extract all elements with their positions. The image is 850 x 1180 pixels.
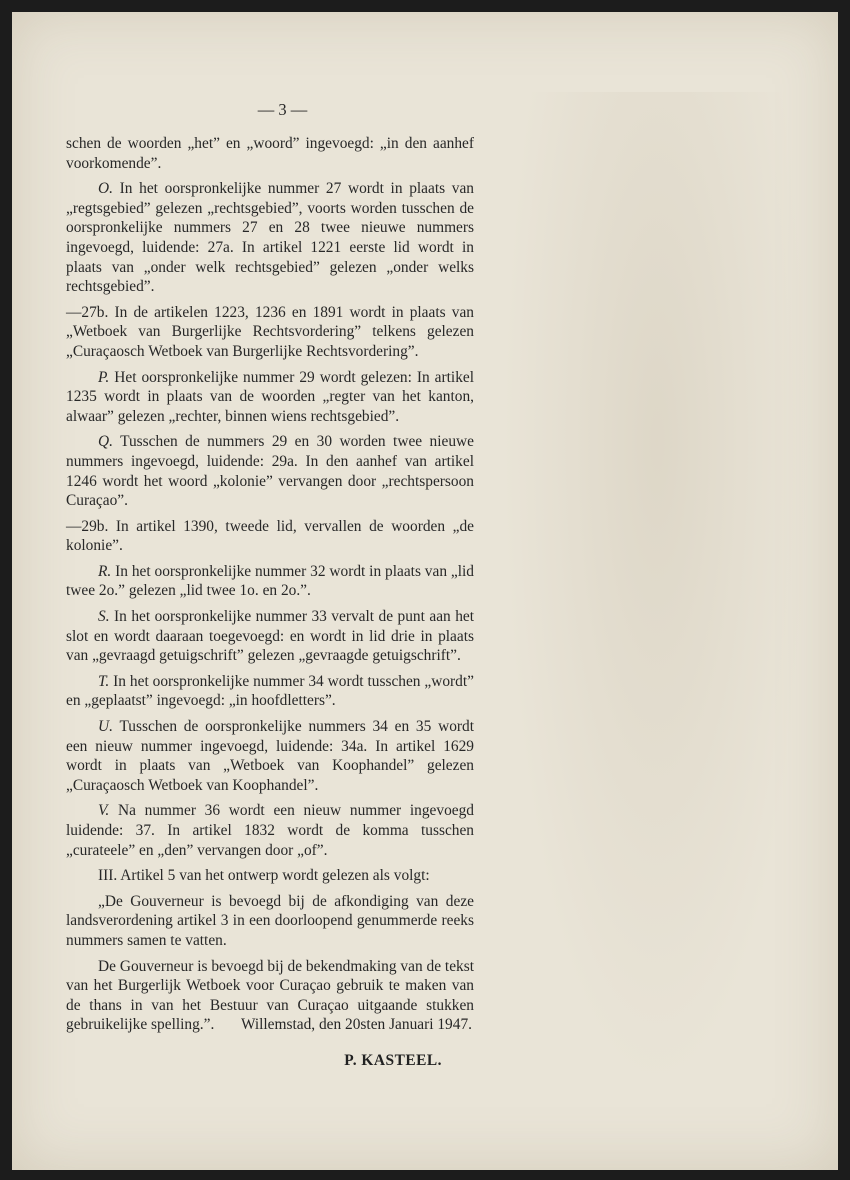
paragraph-u: U. Tusschen de oorspronkelijke nummers 34 en 35 wordt een nieuw nummer ingevoegd, luidende: 34a. In artikel 1629 wordt in plaats van „Wetboek van Koophandel” gelezen „Curaçaosch Wetboek van Koophandel”. [66, 718, 474, 794]
page-number: — 3 — [257, 100, 308, 119]
body-text [66, 134, 474, 1041]
paragraph-p: P. Het oorspronkelijke nummer 29 wordt gelezen: In artikel 1235 wordt in plaats van de woorden „regter van het kanton, alwaar” gelezen „rechter, binnen wiens rechtsgebied”. [66, 368, 474, 425]
paragraph-t: T. In het oorspronkelijke nummer 34 wordt tusschen „wordt” en „geplaatst” ingevoegd: „in hoofdletters”. [66, 672, 474, 710]
paragraph-29b: —29b. In artikel 1390, tweede lid, vervallen de woorden „de kolonie”. [66, 517, 474, 555]
paragraph-label: S. [98, 608, 110, 626]
paragraph-label: R. [98, 562, 112, 580]
signature: P. KASTEEL. [344, 1052, 442, 1069]
paragraph-iii: III. Artikel 5 van het ontwerp wordt gelezen als volgt: [98, 867, 430, 885]
paragraph-27b: —27b. In de artikelen 1223, 1236 en 1891 wordt in plaats van „Wetboek van Burgerlijke Rechtsvordering” telkens gelezen „Curaçaosch Wetboek van Burgerlijke Rechtsvordering”. [66, 303, 474, 360]
paragraph: schen de woorden „het” en „woord” ingevoegd: „in den aanhef voorkomende”. [66, 135, 474, 172]
paragraph-quote-1: „De Gouverneur is bevoegd bij de afkondiging van deze landsverordening artikel 3 in een doorloopend genummerde reeks nummers samen te vatten. [66, 892, 474, 949]
paragraph-label: U. [98, 718, 113, 736]
paragraph-o: O. In het oorspronkelijke nummer 27 wordt in plaats van „regtsgebied” gelezen „rechtsgebied”, voorts worden tusschen de oorspronkelijke nummers 27 en 28 twee nieuwe nummers ingevoegd, luidende: 27a. In artikel 1221 eerste lid wordt in plaats van „onder welk rechtsgebied” gelezen „onder welks rechtsgebied”. [66, 180, 474, 296]
paragraph-quote-2: De Gouverneur is bevoegd bij de bekendmaking van de tekst van het Burgerlijk Wetboek voor Curaçao gebruik te maken van de thans in van het Bestuur van Curaçao uitgaande stukken gebruikelijke spelling.”. [66, 957, 474, 1034]
bleed-through-shadow [502, 92, 812, 1092]
paragraph-label: P. [98, 368, 110, 386]
paragraph-label: T. [98, 672, 110, 690]
paragraph-s: S. In het oorspronkelijke nummer 33 vervalt de punt aan het slot en wordt daaraan toegevoegd: en wordt in lid drie in plaats van „gevraagd getuigschrift” gelezen „gevraagde getuigschrift”. [66, 608, 474, 665]
paragraph-q: Q. Tusschen de nummers 29 en 30 worden twee nieuwe nummers ingevoegd, luidende: 29a. In den aanhef van artikel 1246 wordt het woord „kolonie” vervangen door „rechtspersoon Curaçao”. [66, 433, 474, 510]
paragraph-r: R. In het oorspronkelijke nummer 32 wordt in plaats van „lid twee 2o.” gelezen „lid twee 1o. en 2o.”. [66, 562, 474, 600]
paragraph-v: V. Na nummer 36 wordt een nieuw nummer ingevoegd luidende: 37. In artikel 1832 wordt de komma tusschen „curateele” en „den” vervangen door „of”. [66, 802, 474, 859]
date-line: Willemstad, den 20sten Januari 1947. [240, 1016, 472, 1033]
document-page [12, 12, 838, 1170]
paragraph-label: O. [98, 180, 113, 198]
paragraph-label: Q. [98, 433, 113, 451]
paragraph-label: V. [98, 802, 110, 820]
